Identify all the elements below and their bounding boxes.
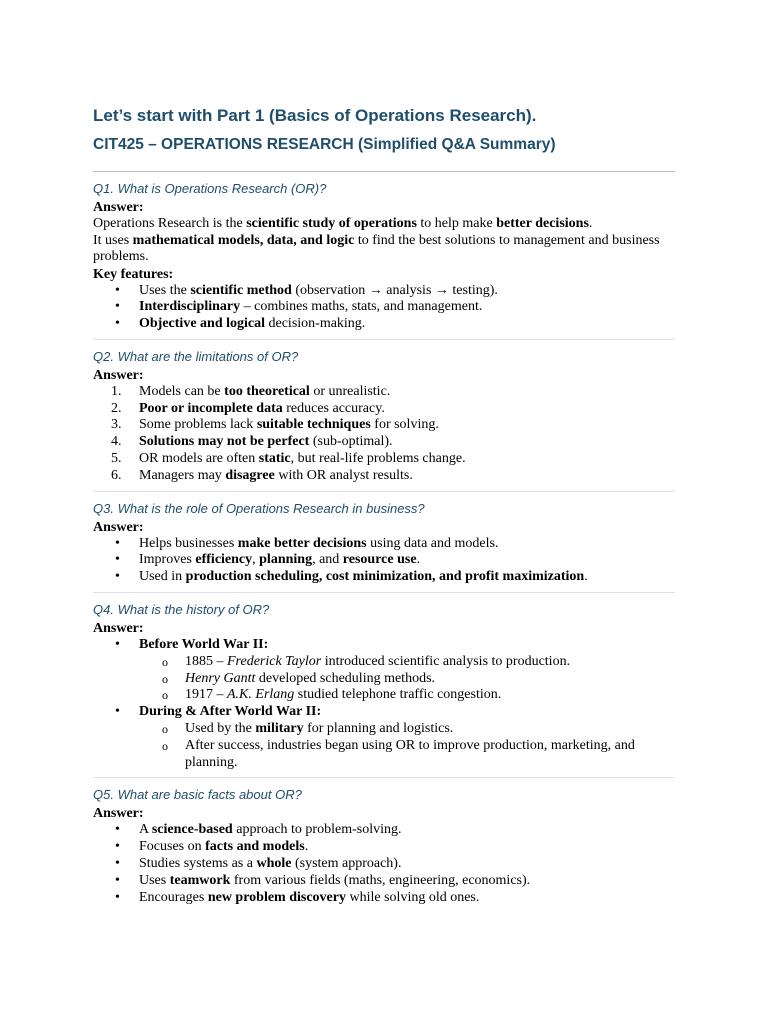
- text-run: using data and models.: [366, 535, 499, 551]
- text-run: A: [139, 822, 152, 838]
- italic-text: Frederick Taylor: [227, 653, 322, 669]
- list-item: [93, 401, 675, 418]
- list-number: 3.: [111, 417, 122, 433]
- text-run: to help make: [416, 216, 497, 231]
- text-run: .: [588, 216, 593, 231]
- list-item: [93, 552, 675, 569]
- history-group-label: Before World War II:: [139, 637, 269, 653]
- bold-text: better decisions: [496, 216, 589, 231]
- bold-text: disagree: [225, 467, 275, 483]
- list-item: [93, 417, 675, 434]
- text-run: from various fields (maths, engineering, economics).: [230, 872, 531, 888]
- list-item: [93, 536, 675, 553]
- text-run: (sub-optimal).: [309, 434, 393, 450]
- list-item: [93, 316, 675, 333]
- answer-label: Answer:: [93, 806, 144, 822]
- text-run: Improves: [139, 552, 196, 568]
- bold-text: facts and models: [205, 839, 305, 855]
- numbered-list: [93, 384, 675, 485]
- bold-text: Interdisciplinary: [139, 299, 241, 315]
- bold-text: science-based: [151, 822, 233, 838]
- list-item: [93, 384, 675, 401]
- text-run: , but real-life problems change.: [290, 451, 466, 467]
- text-run: Operations Research is the: [93, 216, 247, 231]
- bold-text: resource use: [342, 552, 417, 568]
- text-run: Models can be: [139, 383, 225, 399]
- title-divider: [93, 171, 675, 172]
- sub-list-item: [139, 654, 675, 671]
- list-number: 6.: [111, 467, 122, 483]
- question-heading: Q5. What are basic facts about OR?: [93, 787, 302, 803]
- list-item: [93, 299, 675, 316]
- list-item: [93, 283, 675, 300]
- bold-text: production scheduling, cost minimization, and profit maximization: [185, 569, 585, 585]
- list-item: [93, 569, 675, 586]
- text-run: Uses the: [139, 282, 191, 298]
- list-item: [93, 434, 675, 451]
- bullet-list: [93, 536, 675, 586]
- bold-text: planning: [259, 552, 313, 568]
- text-run: or unrealistic.: [309, 383, 391, 399]
- text-run: Managers may: [139, 467, 226, 483]
- text-run: (system approach).: [291, 856, 402, 872]
- sub-list-item: [139, 721, 675, 738]
- text-run: 1885 –: [185, 653, 227, 669]
- sub-list: [139, 654, 675, 704]
- history-group-label: During & After World War II:: [139, 704, 322, 720]
- paragraph: [93, 216, 675, 233]
- bold-text: teamwork: [169, 872, 231, 888]
- text-run: for planning and logistics.: [303, 721, 454, 737]
- page-title: Let’s start with Part 1 (Basics of Operations Research).: [93, 106, 537, 125]
- text-run: for solving.: [370, 417, 439, 433]
- section-q5: [93, 786, 675, 906]
- list-item: [93, 873, 675, 890]
- text-run: Encourages: [139, 889, 208, 905]
- text-run: (observation → analysis → testing).: [291, 282, 498, 298]
- sub-list-item: [139, 738, 675, 772]
- list-item: [93, 451, 675, 468]
- question-heading: Q4. What is the history of OR?: [93, 602, 270, 618]
- section-q4: [93, 601, 675, 771]
- bold-text: new problem discovery: [207, 889, 346, 905]
- sub-list-item: [139, 671, 675, 688]
- text-run: Uses: [139, 872, 170, 888]
- text-run: Focuses on: [139, 839, 206, 855]
- text-run: decision-making.: [265, 316, 366, 332]
- key-features-label: Key features:: [93, 266, 174, 282]
- text-run: It uses: [93, 232, 133, 248]
- bold-text: efficiency: [195, 552, 253, 568]
- bold-text: scientific method: [190, 282, 292, 298]
- question-heading: Q2. What are the limitations of OR?: [93, 348, 299, 364]
- page-subtitle: CIT425 – OPERATIONS RESEARCH (Simplified Q&A Summary): [93, 136, 556, 153]
- list-number: 2.: [111, 400, 122, 416]
- history-list: [93, 637, 675, 771]
- text-run: OR models are often: [139, 451, 259, 467]
- list-item: [93, 822, 675, 839]
- answer-label: Answer:: [93, 519, 144, 535]
- text-run: Helps businesses: [139, 535, 238, 551]
- answer-label: Answer:: [93, 200, 144, 215]
- bold-text: suitable techniques: [256, 417, 371, 433]
- answer-label: Answer:: [93, 621, 144, 637]
- history-group: [93, 637, 675, 704]
- text-run: reduces accuracy.: [282, 400, 385, 416]
- list-item: [93, 468, 675, 485]
- text-run: to find the best solutions to management and business problems.: [93, 232, 660, 264]
- text-run: , and: [312, 552, 343, 568]
- bold-text: military: [255, 721, 304, 737]
- text-run: 1917 –: [185, 687, 227, 703]
- list-item: [93, 890, 675, 907]
- italic-text: Henry Gantt: [185, 670, 256, 686]
- text-run: Used in: [139, 569, 186, 585]
- list-number: 1.: [111, 383, 122, 399]
- section-q3: [93, 500, 675, 586]
- section-q2: [93, 348, 675, 485]
- text-run: while solving old ones.: [346, 889, 480, 905]
- bold-text: static: [258, 451, 291, 467]
- section-divider: [93, 592, 675, 593]
- text-run: .: [304, 839, 309, 855]
- history-group: [93, 704, 675, 771]
- paragraph: [93, 233, 675, 266]
- section-q1: [93, 180, 675, 333]
- bold-text: mathematical models, data, and logic: [132, 232, 355, 248]
- text-run: Studies systems as a: [139, 856, 257, 872]
- text-run: with OR analyst results.: [274, 467, 413, 483]
- text-run: approach to problem-solving.: [232, 822, 402, 838]
- question-heading: Q3. What is the role of Operations Research in business?: [93, 500, 425, 516]
- bold-text: scientific study of operations: [246, 216, 417, 231]
- text-run: Some problems lack: [139, 417, 257, 433]
- sub-list-item: [139, 687, 675, 704]
- bullet-list: [93, 283, 675, 333]
- italic-text: A.K. Erlang: [227, 687, 295, 703]
- text-run: .: [584, 569, 588, 585]
- bold-text: whole: [256, 856, 292, 872]
- text-run: studied telephone traffic congestion.: [294, 687, 502, 703]
- list-item: [93, 856, 675, 873]
- bullet-list: [93, 822, 675, 906]
- text-run: Used by the: [185, 721, 256, 737]
- list-number: 4.: [111, 434, 122, 450]
- answer-label: Answer:: [93, 367, 144, 383]
- bold-text: Solutions may not be perfect: [139, 434, 310, 450]
- sub-list: [139, 721, 675, 771]
- text-run: introduced scientific analysis to production.: [321, 653, 571, 669]
- question-heading: Q1. What is Operations Research (OR)?: [93, 181, 327, 196]
- text-run: ,: [252, 552, 260, 568]
- text-run: .: [416, 552, 421, 568]
- section-divider: [93, 339, 675, 340]
- bold-text: make better decisions: [237, 535, 367, 551]
- text-run: After success, industries began using OR to improve production, marketing, and planning.: [185, 737, 635, 770]
- text-run: developed scheduling methods.: [255, 670, 436, 686]
- text-run: – combines maths, stats, and management.: [240, 299, 483, 315]
- bold-text: Poor or incomplete data: [139, 400, 283, 416]
- bold-text: Objective and logical: [139, 316, 265, 332]
- list-item: [93, 839, 675, 856]
- section-divider: [93, 491, 675, 492]
- bold-text: too theoretical: [224, 383, 310, 399]
- list-number: 5.: [111, 451, 122, 467]
- document-content: [93, 104, 675, 906]
- section-divider: [93, 777, 675, 778]
